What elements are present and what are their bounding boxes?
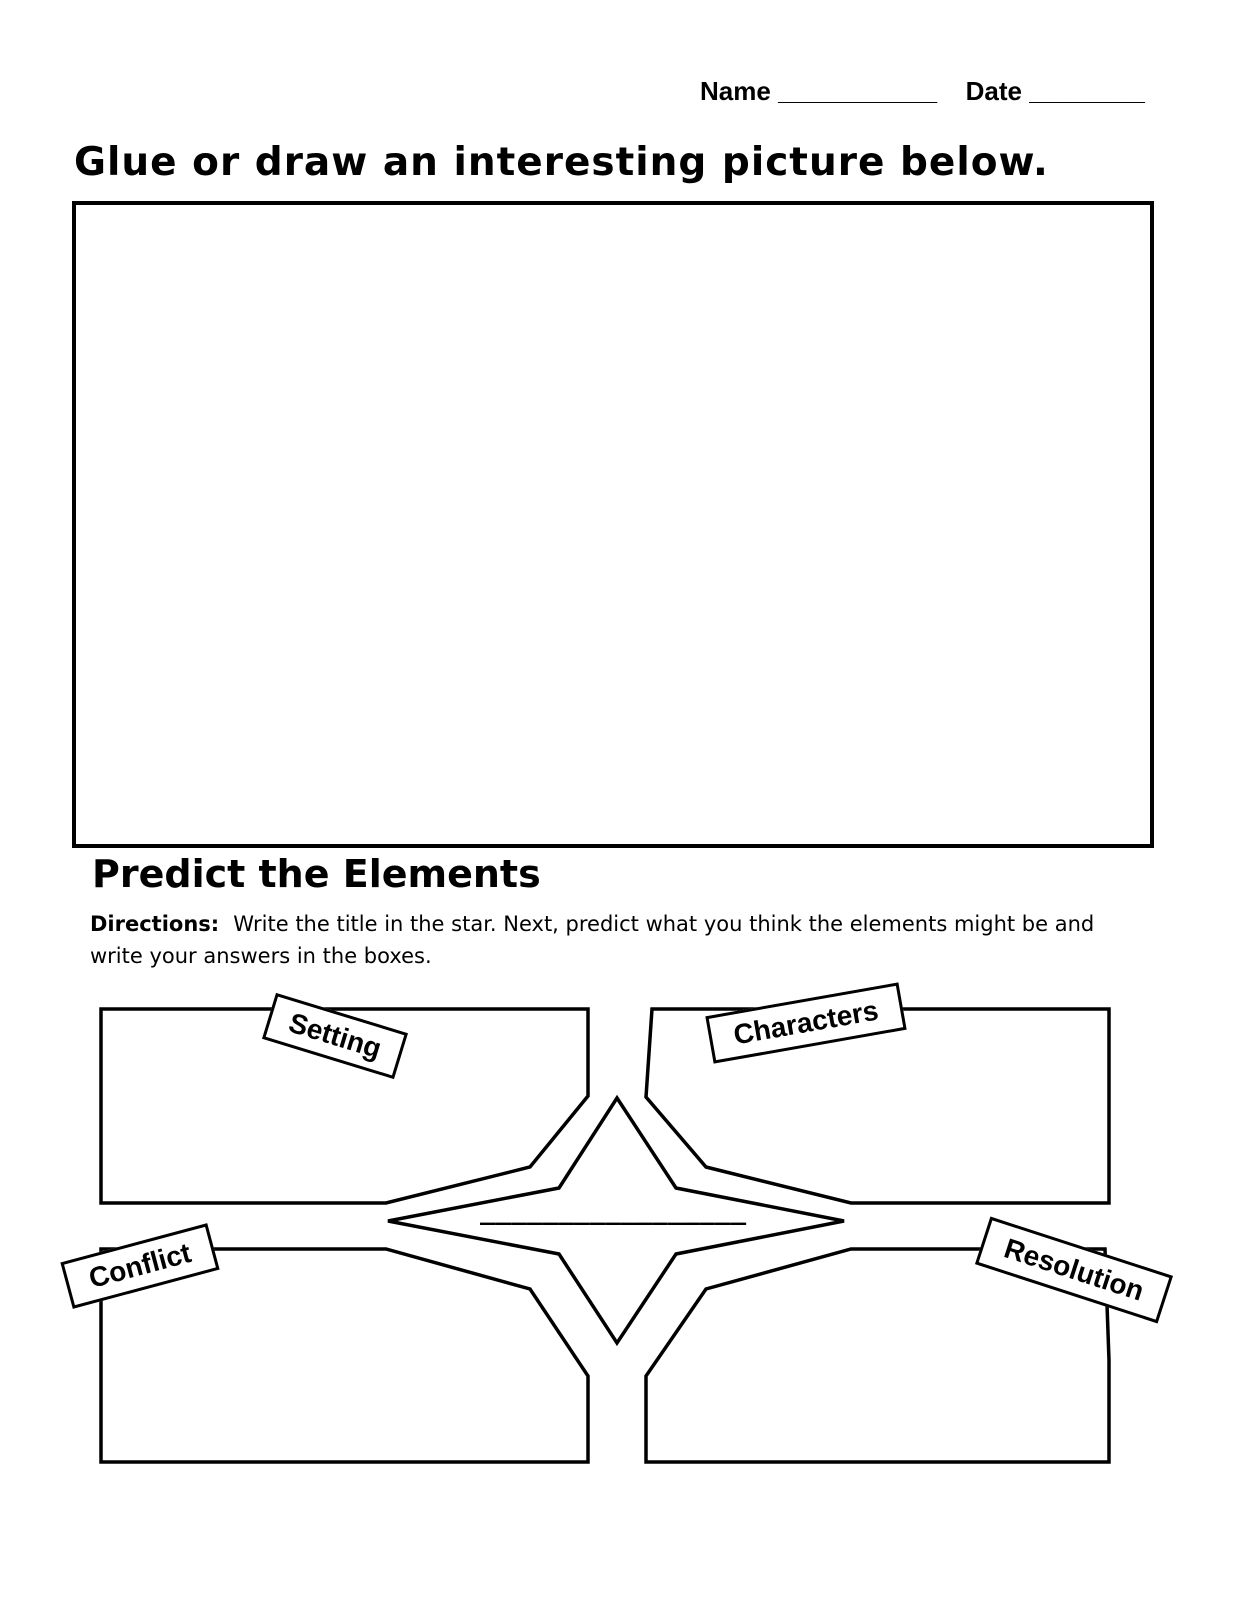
- name-label: Name: [700, 76, 771, 106]
- star-title-field[interactable]: _________________: [480, 1196, 747, 1226]
- resolution-label: Resolution: [975, 1217, 1173, 1324]
- date-label: Date: [965, 76, 1022, 106]
- directions-text: Write the title in the star. Next, predict what you think the elements might be and write your answers in the boxes.: [90, 912, 1095, 968]
- picture-instruction-title: Glue or draw an interesting picture below.: [74, 140, 1049, 185]
- directions-label: Directions:: [90, 912, 220, 936]
- conflict-label: Conflict: [60, 1223, 219, 1309]
- name-field[interactable]: ___________: [778, 76, 938, 106]
- date-field[interactable]: ________: [1029, 76, 1145, 106]
- characters-label: Characters: [705, 982, 906, 1063]
- setting-label: Setting: [262, 993, 408, 1079]
- predict-elements-title: Predict the Elements: [92, 852, 541, 896]
